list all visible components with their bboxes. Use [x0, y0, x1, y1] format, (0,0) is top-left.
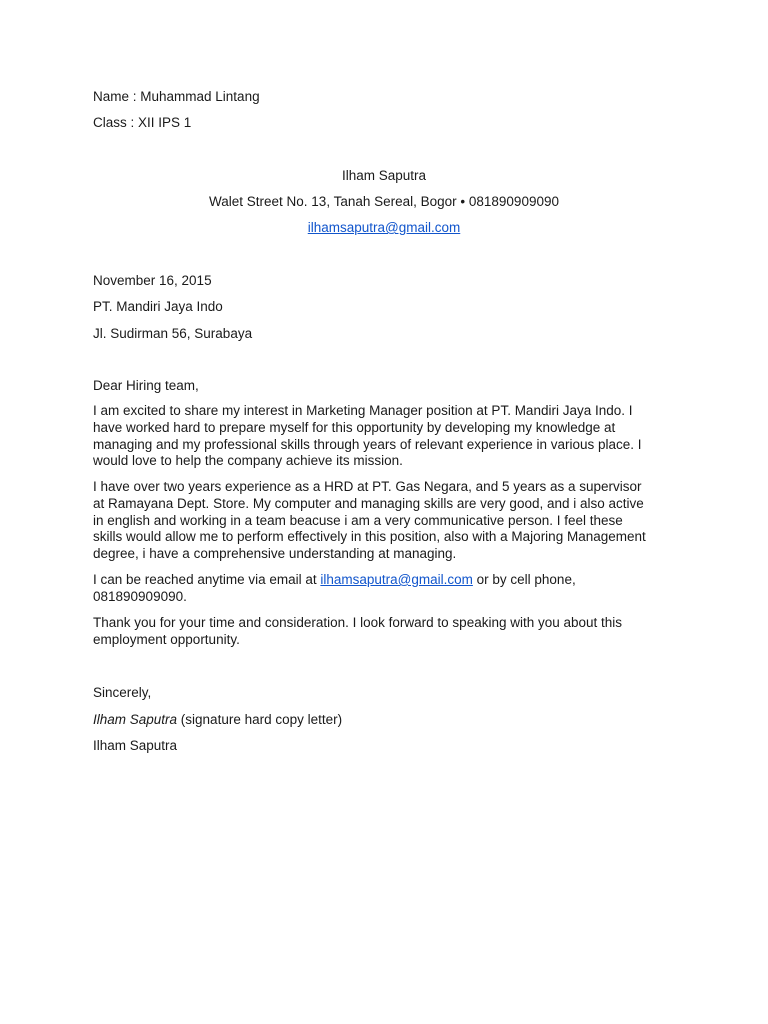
salutation: Dear Hiring team,	[93, 378, 199, 393]
signature-name: Ilham Saputra	[93, 712, 178, 727]
recipient-company: PT. Mandiri Jaya Indo	[93, 299, 223, 314]
paragraph-line: at Ramayana Dept. Store. My computer and managing skills are very good, and i also active	[93, 495, 644, 511]
paragraph-line	[93, 572, 683, 589]
sender-name: Ilham Saputra	[341, 168, 427, 183]
paragraph-experience	[93, 479, 683, 563]
paragraph-line: would love to help the company achieve its mission.	[93, 453, 403, 469]
contact-text-before: I can be reached anytime via email at	[93, 572, 321, 587]
recipient-address: Jl. Sudirman 56, Surabaya	[93, 326, 253, 341]
sender-address: Walet Street No. 13, Tanah Sereal, Bogor • 081890909090	[209, 194, 559, 209]
student-class-line: Class : XII IPS 1	[93, 115, 192, 130]
paragraph-line: I have over two years experience as a HRD at PT. Gas Negara, and 5 years as a supervisor	[93, 479, 642, 494]
sender-email-line	[0, 219, 768, 236]
contact-phone-line: 081890909090.	[93, 588, 187, 604]
letter-date: November 16, 2015	[93, 273, 212, 288]
paragraph-interest	[93, 403, 683, 470]
contact-text-after: or by cell phone,	[472, 572, 576, 587]
signature-line	[93, 711, 342, 728]
paragraph-line: skills would allow me to perform effectively in this position, also with a Majoring Management	[93, 529, 646, 545]
contact-email-link[interactable]: ilhamsaputra@gmail.com	[320, 572, 473, 587]
paragraph-line: employment opportunity.	[93, 631, 240, 647]
student-name-line: Name : Muhammad Lintang	[93, 89, 260, 104]
signed-name: Ilham Saputra	[93, 738, 178, 753]
paragraph-line: degree, i have a comprehensive understanding at managing.	[93, 546, 457, 562]
paragraph-contact	[93, 572, 683, 606]
paragraph-line: I am excited to share my interest in Marketing Manager position at PT. Mandiri Jaya Indo. I	[93, 403, 633, 418]
paragraph-line: have worked hard to prepare myself for this opportunity by developing my knowledge at	[93, 419, 616, 435]
sender-email-link[interactable]: ilhamsaputra@gmail.com	[307, 220, 461, 235]
paragraph-line: managing and my professional skills through years of relevant experience in various place. I	[93, 436, 642, 452]
paragraph-line: in english and working in a team beacuse i am a very communicative person. I feel these	[93, 512, 623, 528]
closing: Sincerely,	[93, 685, 152, 700]
signature-note: (signature hard copy letter)	[177, 712, 343, 727]
paragraph-line: Thank you for your time and consideration. I look forward to speaking with you about this	[93, 615, 623, 630]
paragraph-thanks	[93, 615, 683, 649]
